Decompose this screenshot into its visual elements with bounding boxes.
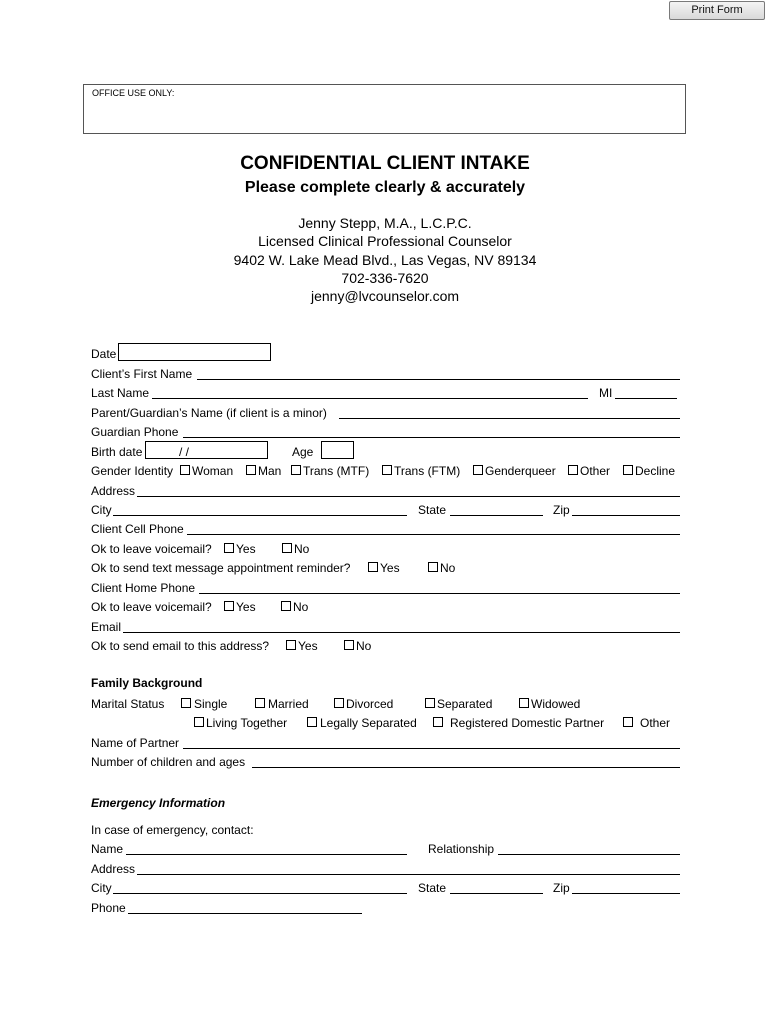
- partner-row: [91, 735, 680, 752]
- voicemail-yes-checkbox[interactable]: [224, 543, 234, 553]
- cell-phone-row: [91, 521, 680, 538]
- city-row: [91, 502, 680, 519]
- counselor-name: Jenny Stepp, M.A., L.C.P.C.: [298, 215, 472, 231]
- emergency-phone-label: Phone: [91, 901, 126, 915]
- address-label: Address: [91, 484, 136, 498]
- counselor-credential: Licensed Clinical Professional Counselor: [258, 233, 512, 249]
- gender-decline-label: Decline: [635, 464, 676, 478]
- guardian-name-row: [91, 405, 680, 422]
- marital-other-checkbox[interactable]: [623, 717, 633, 727]
- age-label: Age: [292, 445, 314, 459]
- state-input[interactable]: [450, 515, 543, 516]
- marital-widowed-checkbox[interactable]: [519, 698, 529, 708]
- emergency-city-label: City: [91, 881, 112, 895]
- email-yes-checkbox[interactable]: [286, 640, 296, 650]
- marital-status-label: Marital Status: [91, 697, 165, 711]
- partner-label: Name of Partner: [91, 736, 180, 750]
- gender-woman-checkbox[interactable]: [180, 465, 190, 475]
- marital-living-together-label: Living Together: [206, 716, 288, 730]
- gender-genderqueer-label: Genderqueer: [485, 464, 556, 478]
- guardian-phone-label: Guardian Phone: [91, 425, 179, 439]
- voicemail-yes-label: Yes: [236, 542, 256, 556]
- gender-other-label: Other: [580, 464, 611, 478]
- marital-married-label: Married: [268, 697, 309, 711]
- children-input[interactable]: [252, 767, 680, 768]
- city-label: City: [91, 503, 112, 517]
- zip-input[interactable]: [572, 515, 680, 516]
- print-form-button[interactable]: Print Form: [669, 1, 765, 20]
- state-label: State: [418, 503, 447, 517]
- marital-widowed-label: Widowed: [531, 697, 581, 711]
- family-heading: Family Background: [91, 676, 203, 690]
- email-input[interactable]: [123, 632, 680, 633]
- emergency-address-row: [91, 861, 680, 878]
- voicemail-label: Ok to leave voicemail?: [91, 542, 212, 556]
- voicemail-row: [91, 541, 680, 558]
- voicemail2-no-label: No: [293, 600, 309, 614]
- zip-label: Zip: [553, 503, 570, 517]
- emergency-address-label: Address: [91, 862, 136, 876]
- birth-date-row: [91, 444, 680, 461]
- voicemail2-yes-checkbox[interactable]: [224, 601, 234, 611]
- birth-date-slashes: / /: [179, 445, 190, 459]
- first-name-row: [91, 366, 680, 383]
- text-yes-label: Yes: [380, 561, 400, 575]
- gender-decline-checkbox[interactable]: [623, 465, 633, 475]
- emergency-name-input[interactable]: [126, 854, 407, 855]
- home-phone-label: Client Home Phone: [91, 581, 196, 595]
- email-row: [91, 619, 680, 636]
- last-name-row: [91, 385, 680, 402]
- marital-separated-checkbox[interactable]: [425, 698, 435, 708]
- home-phone-input[interactable]: [199, 593, 680, 594]
- voicemail2-no-checkbox[interactable]: [281, 601, 291, 611]
- marital-row-2: [91, 715, 680, 732]
- cell-phone-label: Client Cell Phone: [91, 522, 184, 536]
- children-label: Number of children and ages: [91, 755, 246, 769]
- address-input[interactable]: [137, 496, 680, 497]
- city-input[interactable]: [113, 515, 407, 516]
- marital-divorced-label: Divorced: [346, 697, 394, 711]
- text-yes-checkbox[interactable]: [368, 562, 378, 572]
- email-yes-label: Yes: [298, 639, 318, 653]
- marital-divorced-checkbox[interactable]: [334, 698, 344, 708]
- emergency-state-label: State: [418, 881, 447, 895]
- emergency-city-row: [91, 880, 680, 897]
- form-subtitle: Please complete clearly & accurately: [244, 179, 526, 196]
- text-no-label: No: [440, 561, 456, 575]
- gender-mtf-checkbox[interactable]: [291, 465, 301, 475]
- email-no-label: No: [356, 639, 372, 653]
- marital-row-1: [91, 696, 680, 713]
- text-no-checkbox[interactable]: [428, 562, 438, 572]
- date-row: [91, 346, 680, 363]
- emergency-intro-row: [91, 822, 680, 839]
- marital-living-together-checkbox[interactable]: [194, 717, 204, 727]
- counselor-phone: 702-336-7620: [341, 270, 429, 286]
- date-input[interactable]: [118, 343, 271, 361]
- gender-genderqueer-checkbox[interactable]: [473, 465, 483, 475]
- marital-married-checkbox[interactable]: [255, 698, 265, 708]
- emergency-heading: Emergency Information: [91, 796, 226, 810]
- form-title: CONFIDENTIAL CLIENT INTAKE: [240, 153, 530, 174]
- emergency-relationship-input[interactable]: [498, 854, 680, 855]
- emergency-intro: In case of emergency, contact:: [91, 823, 254, 837]
- emergency-address-input[interactable]: [137, 874, 680, 875]
- office-use-box: [83, 84, 686, 134]
- text-reminder-label: Ok to send text message appointment reminder?: [91, 561, 351, 575]
- mi-label: MI: [599, 386, 613, 400]
- gender-other-checkbox[interactable]: [568, 465, 578, 475]
- emergency-state-input[interactable]: [450, 893, 543, 894]
- office-use-label: OFFICE USE ONLY:: [92, 88, 175, 98]
- gender-label: Gender Identity: [91, 464, 174, 478]
- birth-date-input[interactable]: [145, 441, 268, 459]
- emergency-name-label: Name: [91, 842, 124, 856]
- text-reminder-row: [91, 560, 680, 577]
- voicemail2-row: [91, 599, 680, 616]
- mi-input[interactable]: [615, 398, 677, 399]
- partner-input[interactable]: [183, 748, 680, 749]
- emergency-name-row: [91, 841, 680, 858]
- guardian-name-label: Parent/Guardian’s Name (if client is a minor): [91, 406, 327, 420]
- guardian-phone-input[interactable]: [183, 437, 680, 438]
- voicemail-no-checkbox[interactable]: [282, 543, 292, 553]
- guardian-phone-row: [91, 424, 680, 441]
- cell-phone-input[interactable]: [187, 534, 680, 535]
- date-label: Date: [91, 347, 117, 361]
- gender-ftm-checkbox[interactable]: [382, 465, 392, 475]
- first-name-input[interactable]: [197, 379, 680, 380]
- first-name-label: Client’s First Name: [91, 367, 193, 381]
- marital-single-label: Single: [194, 697, 228, 711]
- gender-ftm-label: Trans (FTM): [394, 464, 461, 478]
- emergency-zip-input[interactable]: [572, 893, 680, 894]
- emergency-phone-row: [91, 900, 680, 917]
- birth-date-label: Birth date: [91, 445, 143, 459]
- marital-separated-label: Separated: [437, 697, 493, 711]
- marital-other-label: Other: [640, 716, 671, 730]
- marital-legally-separated-label: Legally Separated: [320, 716, 417, 730]
- last-name-label: Last Name: [91, 386, 150, 400]
- gender-woman-label: Woman: [192, 464, 234, 478]
- counselor-email: jenny@lvcounselor.com: [310, 288, 460, 304]
- emergency-zip-label: Zip: [553, 881, 570, 895]
- voicemail2-yes-label: Yes: [236, 600, 256, 614]
- home-phone-row: [91, 580, 680, 597]
- emergency-city-input[interactable]: [113, 893, 407, 894]
- children-row: [91, 754, 680, 771]
- emergency-relationship-label: Relationship: [428, 842, 495, 856]
- voicemail2-label: Ok to leave voicemail?: [91, 600, 212, 614]
- marital-domestic-partner-checkbox[interactable]: [433, 717, 443, 727]
- email-ok-label: Ok to send email to this address?: [91, 639, 270, 653]
- email-no-checkbox[interactable]: [344, 640, 354, 650]
- marital-domestic-partner-label: Registered Domestic Partner: [450, 716, 605, 730]
- gender-row: [91, 463, 680, 480]
- last-name-input[interactable]: [152, 398, 588, 399]
- email-label: Email: [91, 620, 122, 634]
- voicemail-no-label: No: [294, 542, 310, 556]
- marital-legally-separated-checkbox[interactable]: [307, 717, 317, 727]
- address-row: [91, 483, 680, 500]
- guardian-name-input[interactable]: [339, 418, 680, 419]
- gender-mtf-label: Trans (MTF): [303, 464, 370, 478]
- gender-man-label: Man: [258, 464, 282, 478]
- email-ok-row: [91, 638, 680, 655]
- marital-single-checkbox[interactable]: [181, 698, 191, 708]
- emergency-phone-input[interactable]: [128, 913, 362, 914]
- counselor-address: 9402 W. Lake Mead Blvd., Las Vegas, NV 89134: [233, 252, 537, 268]
- age-input[interactable]: [321, 441, 354, 459]
- gender-man-checkbox[interactable]: [246, 465, 256, 475]
